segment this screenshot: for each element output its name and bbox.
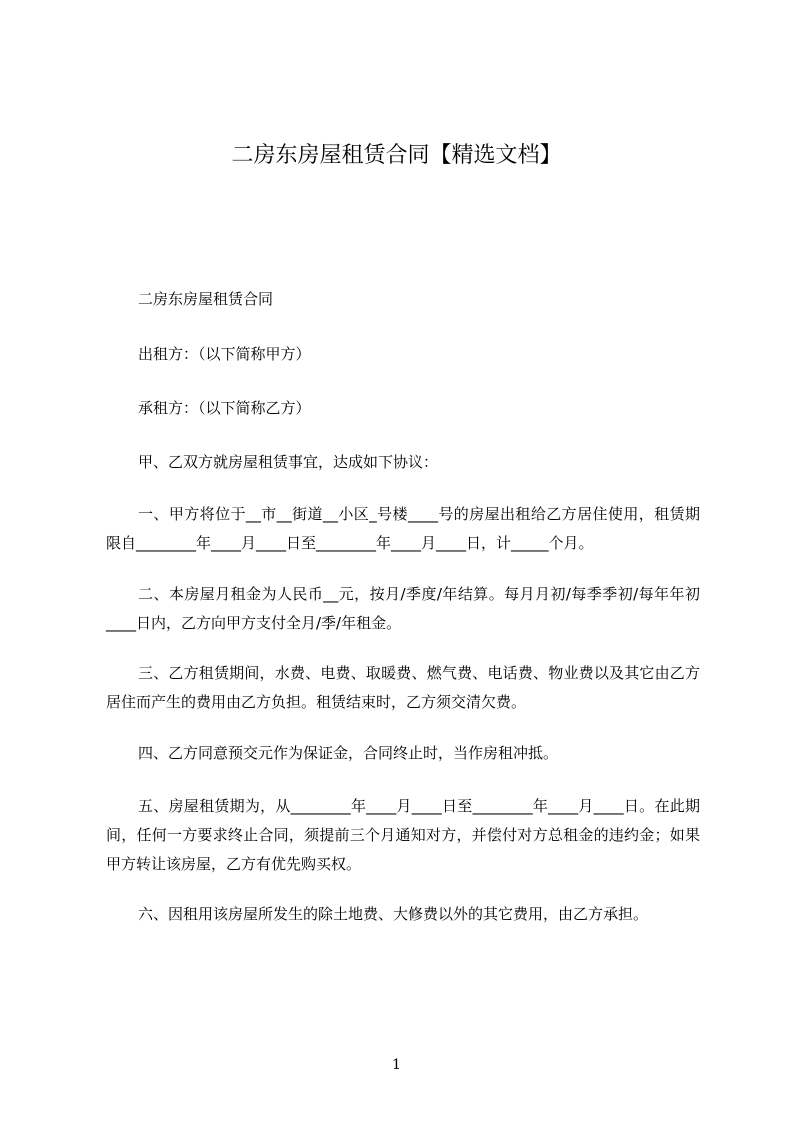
agreement-intro: 甲、乙双方就房屋租赁事宜，达成如下协议： (138, 453, 439, 471)
clause-1: 一、甲方将位于__市__街道__小区_号楼____号的房屋出租给乙方居住使用，租赁期限自________年____月____日至________年____月____日，计_____个月。 (106, 505, 700, 552)
clause-3: 三、乙方租赁期间，水费、电费、取暖费、燃气费、电话费、物业费以及其它由乙方居住而产生的费用由乙方负担。租赁结束时，乙方须交清欠费。 (106, 664, 700, 711)
document-title: 二房东房屋租赁合同【精选文档】 (231, 143, 562, 168)
page-number: 1 (392, 1057, 401, 1073)
clause-2: 二、本房屋月租金为人民币__元，按月/季度/年结算。每月月初/每季季初/每年年初____日内，乙方向甲方支付全月/季/年租金。 (106, 585, 700, 632)
contract-heading: 二房东房屋租赁合同 (138, 290, 274, 308)
clause-6: 六、因租用该房屋所发生的除土地费、大修费以外的其它费用，由乙方承担。 (138, 905, 649, 923)
lessee-line: 承租方：（以下简称乙方） (138, 399, 311, 417)
clause-5: 五、房屋租赁期为，从________年____月____日至________年____月____日。在此期间，任何一方要求终止合同，须提前三个月通知对方，并偿付对方总租金的违约金；如果甲方转让该房屋，乙方有优先购买权。 (106, 797, 700, 873)
lessor-line: 出租方：（以下简称甲方） (138, 345, 311, 363)
clause-4: 四、乙方同意预交元作为保证金，合同终止时，当作房租冲抵。 (138, 744, 559, 762)
